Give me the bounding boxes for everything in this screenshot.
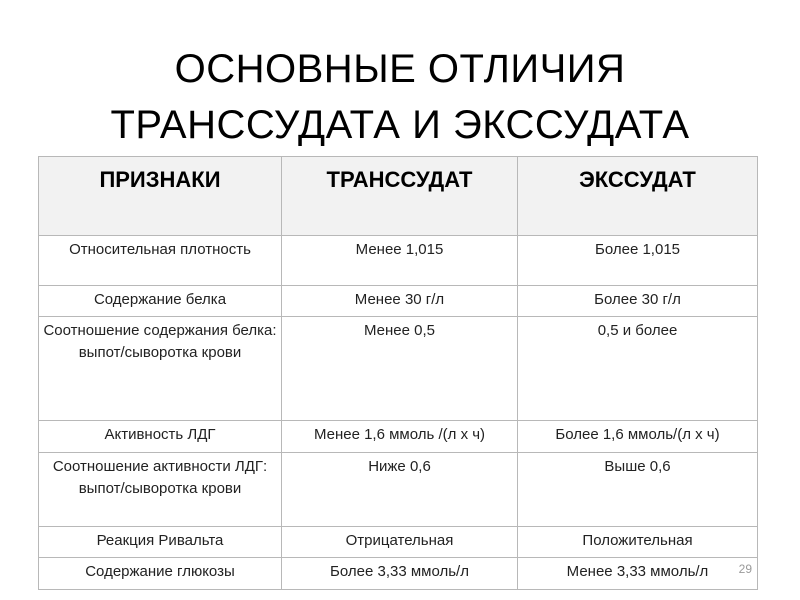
- slide-title: [0, 41, 800, 153]
- transudate-cell: Менее 0,5: [282, 317, 518, 421]
- transudate-cell: Более 3,33 ммоль/л: [282, 558, 518, 590]
- exudate-cell: 0,5 и более: [518, 317, 758, 421]
- exudate-cell: Менее 3,33 ммоль/л: [518, 558, 758, 590]
- feature-cell: Содержание белка: [39, 286, 282, 317]
- transudate-cell: Отрицательная: [282, 527, 518, 558]
- slide-title-line-1: ОСНОВНЫЕ ОТЛИЧИЯ: [174, 46, 626, 91]
- table-header-row: [39, 157, 758, 236]
- feature-cell: Соотношение содержания белка: выпот/сыворотка крови: [39, 317, 282, 421]
- transudate-cell: Менее 1,6 ммоль /(л х ч): [282, 421, 518, 453]
- exudate-cell: Более 1,015: [518, 236, 758, 286]
- exudate-cell: Положительная: [518, 527, 758, 558]
- slide-title-line-2: ТРАНССУДАТА И ЭКССУДАТА: [110, 102, 690, 147]
- table-row: [39, 286, 758, 317]
- header-exudate: ЭКССУДАТ: [518, 157, 758, 236]
- table-row: [39, 527, 758, 558]
- table-row: [39, 421, 758, 453]
- header-transudate: ТРАНССУДАТ: [282, 157, 518, 236]
- exudate-cell: Более 30 г/л: [518, 286, 758, 317]
- feature-cell: Содержание глюкозы: [39, 558, 282, 590]
- exudate-cell: Выше 0,6: [518, 453, 758, 527]
- table-row: [39, 558, 758, 590]
- transudate-cell: Менее 1,015: [282, 236, 518, 286]
- comparison-table: [38, 156, 758, 590]
- feature-cell: Реакция Ривальта: [39, 527, 282, 558]
- transudate-cell: Ниже 0,6: [282, 453, 518, 527]
- table-row: [39, 317, 758, 421]
- table-row: [39, 453, 758, 527]
- feature-cell: Относительная плотность: [39, 236, 282, 286]
- header-features: ПРИЗНАКИ: [39, 157, 282, 236]
- exudate-cell: Более 1,6 ммоль/(л х ч): [518, 421, 758, 453]
- table-row: [39, 236, 758, 286]
- page-number: 29: [738, 562, 752, 576]
- feature-cell: Активность ЛДГ: [39, 421, 282, 453]
- feature-cell: Соотношение активности ЛДГ: выпот/сыворотка крови: [39, 453, 282, 527]
- transudate-cell: Менее 30 г/л: [282, 286, 518, 317]
